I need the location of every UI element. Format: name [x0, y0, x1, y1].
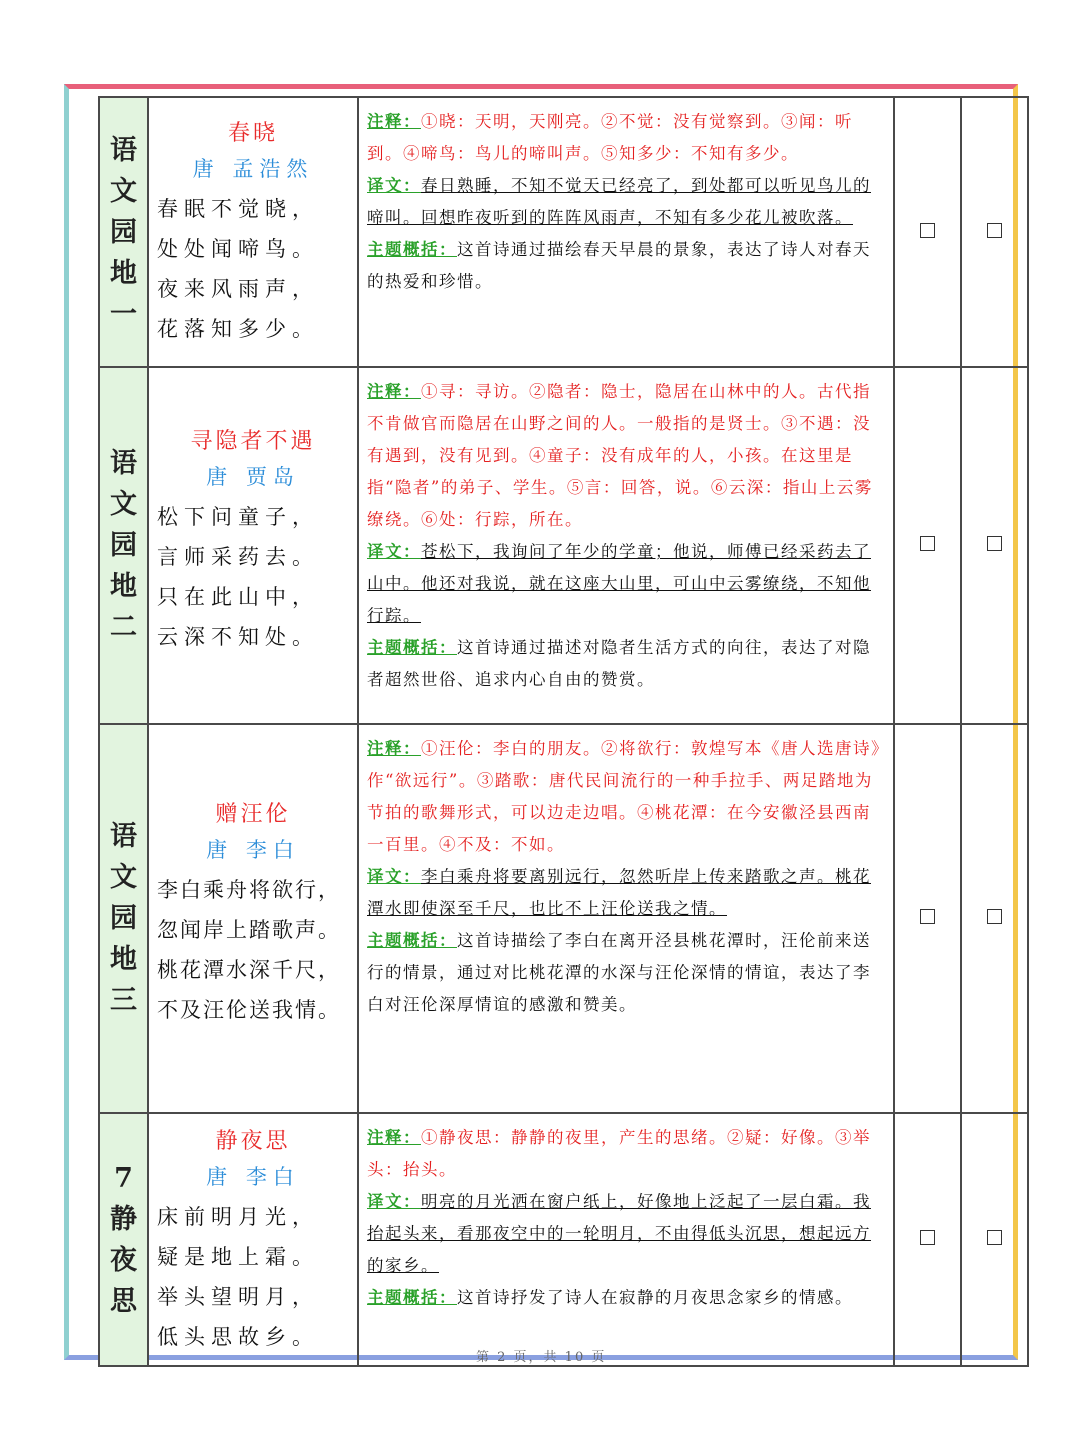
verse-line: 忽闻岸上踏歌声。 — [157, 918, 341, 942]
poem-title: 静夜思 — [215, 1129, 291, 1154]
translation-text: 春日熟睡，不知不觉天已经亮了，到处都可以听见鸟儿的啼叫。回想昨夜听到的阵阵风雨声，不知有多少花儿被吹落。 — [367, 176, 871, 227]
theme-text: 这首诗描绘了李白在离开泾县桃花潭时，汪伦前来送行的情景，通过对比桃花潭的水深与汪伦深情的情谊，表达了李白对汪伦深厚情谊的感激和赞美。 — [367, 931, 871, 1014]
notes-label: 注释： — [367, 1128, 421, 1147]
theme-label: 主题概括： — [367, 240, 457, 259]
checkbox[interactable] — [987, 223, 1002, 238]
lesson-row — [99, 724, 1028, 1113]
notes-block — [367, 376, 885, 536]
poem-cell — [148, 97, 358, 367]
poem-author: 唐 李白 — [206, 1165, 300, 1189]
unit-cell — [99, 367, 148, 724]
lesson-row — [99, 1113, 1028, 1366]
verse-line: 松下问童子， — [157, 505, 319, 529]
notes-cell — [358, 1113, 894, 1366]
translation-text: 李白乘舟将要离别远行，忽然听岸上传来踏歌之声。桃花潭水即使深至千尺，也比不上汪伦送我之情。 — [367, 867, 871, 918]
verse-line: 低头思故乡。 — [157, 1325, 319, 1349]
unit-label: 语文园地一 — [110, 134, 137, 330]
translation-label: 译文： — [367, 867, 421, 886]
page-footer: 第 2 页，共 10 页 — [476, 1350, 607, 1365]
verse-line: 花落知多少。 — [157, 317, 319, 341]
poem-cell — [148, 367, 358, 724]
verse-line: 举头望明月， — [157, 1285, 319, 1309]
check-cell — [894, 724, 961, 1113]
unit-cell — [99, 97, 148, 367]
theme-block — [367, 1282, 885, 1314]
poem-title: 赠汪伦 — [215, 802, 291, 827]
translation-label: 译文： — [367, 1192, 421, 1211]
unit-cell — [99, 1113, 148, 1366]
verse-line: 云深不知处。 — [157, 625, 319, 649]
checkbox[interactable] — [987, 1230, 1002, 1245]
lesson-table — [98, 96, 1029, 1367]
notes-cell — [358, 367, 894, 724]
theme-text: 这首诗抒发了诗人在寂静的月夜思念家乡的情感。 — [457, 1288, 853, 1307]
check-cell — [961, 367, 1028, 724]
unit-label: 7静夜思 — [110, 1162, 137, 1317]
check-cell — [961, 97, 1028, 367]
translation-block — [367, 170, 885, 234]
verse-line: 疑是地上霜。 — [157, 1245, 319, 1269]
unit-label: 语文园地三 — [110, 821, 137, 1016]
verse-line: 床前明月光， — [157, 1205, 319, 1229]
checkbox[interactable] — [920, 536, 935, 551]
translation-label: 译文： — [367, 542, 421, 561]
check-cell — [894, 97, 961, 367]
checkbox[interactable] — [987, 536, 1002, 551]
theme-label: 主题概括： — [367, 638, 457, 657]
notes-block — [367, 106, 885, 170]
check-cell — [961, 724, 1028, 1113]
check-cell — [961, 1113, 1028, 1366]
translation-block — [367, 1186, 885, 1282]
checkbox[interactable] — [920, 223, 935, 238]
poem-author: 唐 贾岛 — [206, 465, 300, 489]
verse-line: 李白乘舟将欲行， — [157, 878, 341, 902]
lesson-row — [99, 367, 1028, 724]
verse-line: 言师采药去。 — [157, 545, 319, 569]
theme-block — [367, 925, 885, 1021]
poem-cell — [148, 724, 358, 1113]
notes-cell — [358, 97, 894, 367]
notes-label: 注释： — [367, 382, 421, 401]
check-cell — [894, 1113, 961, 1366]
poem-author: 唐 孟浩然 — [192, 157, 314, 181]
notes-label: 注释： — [367, 112, 421, 131]
translation-text: 苍松下，我询问了年少的学童；他说，师傅已经采药去了山中。他还对我说，就在这座大山里，可山中云雾缭绕，不知他行踪。 — [367, 542, 871, 625]
notes-block — [367, 1122, 885, 1186]
poem-cell — [148, 1113, 358, 1366]
unit-cell — [99, 724, 148, 1113]
translation-label: 译文： — [367, 176, 421, 195]
poem-title: 寻隐者不遇 — [190, 429, 316, 454]
translation-text: 明亮的月光洒在窗户纸上，好像地上泛起了一层白霜。我抬起头来，看那夜空中的一轮明月，不由得低头沉思，想起远方的家乡。 — [367, 1192, 871, 1275]
theme-block — [367, 632, 885, 696]
verse-line: 不及汪伦送我情。 — [157, 998, 341, 1022]
poem-title: 春晓 — [227, 121, 278, 146]
notes-cell — [358, 724, 894, 1113]
verse-line: 夜来风雨声， — [157, 277, 319, 301]
notes-label: 注释： — [367, 739, 421, 758]
checkbox[interactable] — [920, 909, 935, 924]
unit-label: 语文园地二 — [110, 448, 137, 643]
notes-text: ①寻：寻访。②隐者：隐士，隐居在山林中的人。古代指不肯做官而隐居在山野之间的人。一般指的是贤士。③不遇：没有遇到，没有见到。④童子：没有成年的人，小孩。在这里是指“隐者”的弟子、学生。⑤言：回答，说。⑥云深：指山上云雾缭绕。⑥处：行踪，所在。 — [367, 382, 873, 529]
theme-label: 主题概括： — [367, 931, 457, 950]
notes-text: ①晓：天明，天刚亮。②不觉：没有觉察到。③闻：听到。④啼鸟：鸟儿的啼叫声。⑤知多少：不知有多少。 — [367, 112, 853, 163]
verse-line: 处处闻啼鸟。 — [157, 237, 319, 261]
poem-author: 唐 李白 — [206, 838, 300, 862]
theme-text: 这首诗通过描述对隐者生活方式的向往，表达了对隐者超然世俗、追求内心自由的赞赏。 — [367, 638, 871, 689]
verse-line: 春眠不觉晓， — [157, 197, 319, 221]
theme-label: 主题概括： — [367, 1288, 457, 1307]
checkbox[interactable] — [920, 1230, 935, 1245]
notes-block — [367, 733, 885, 861]
translation-block — [367, 536, 885, 632]
translation-block — [367, 861, 885, 925]
lesson-row — [99, 97, 1028, 367]
verse-line: 桃花潭水深千尺， — [157, 958, 341, 982]
notes-text: ①静夜思：静静的夜里，产生的思绪。②疑：好像。③举头：抬头。 — [367, 1128, 871, 1179]
theme-text: 这首诗通过描绘春天早晨的景象，表达了诗人对春天的热爱和珍惜。 — [367, 240, 871, 291]
notes-text: ①汪伦：李白的朋友。②将欲行：敦煌写本《唐人选唐诗》作“欲远行”。③踏歌：唐代民间流行的一种手拉手、两足踏地为节拍的歌舞形式，可以边走边唱。④桃花潭：在今安徽泾县西南一百里。④不及：不如。 — [367, 739, 881, 854]
checkbox[interactable] — [987, 909, 1002, 924]
theme-block — [367, 234, 885, 298]
check-cell — [894, 367, 961, 724]
verse-line: 只在此山中， — [157, 585, 319, 609]
